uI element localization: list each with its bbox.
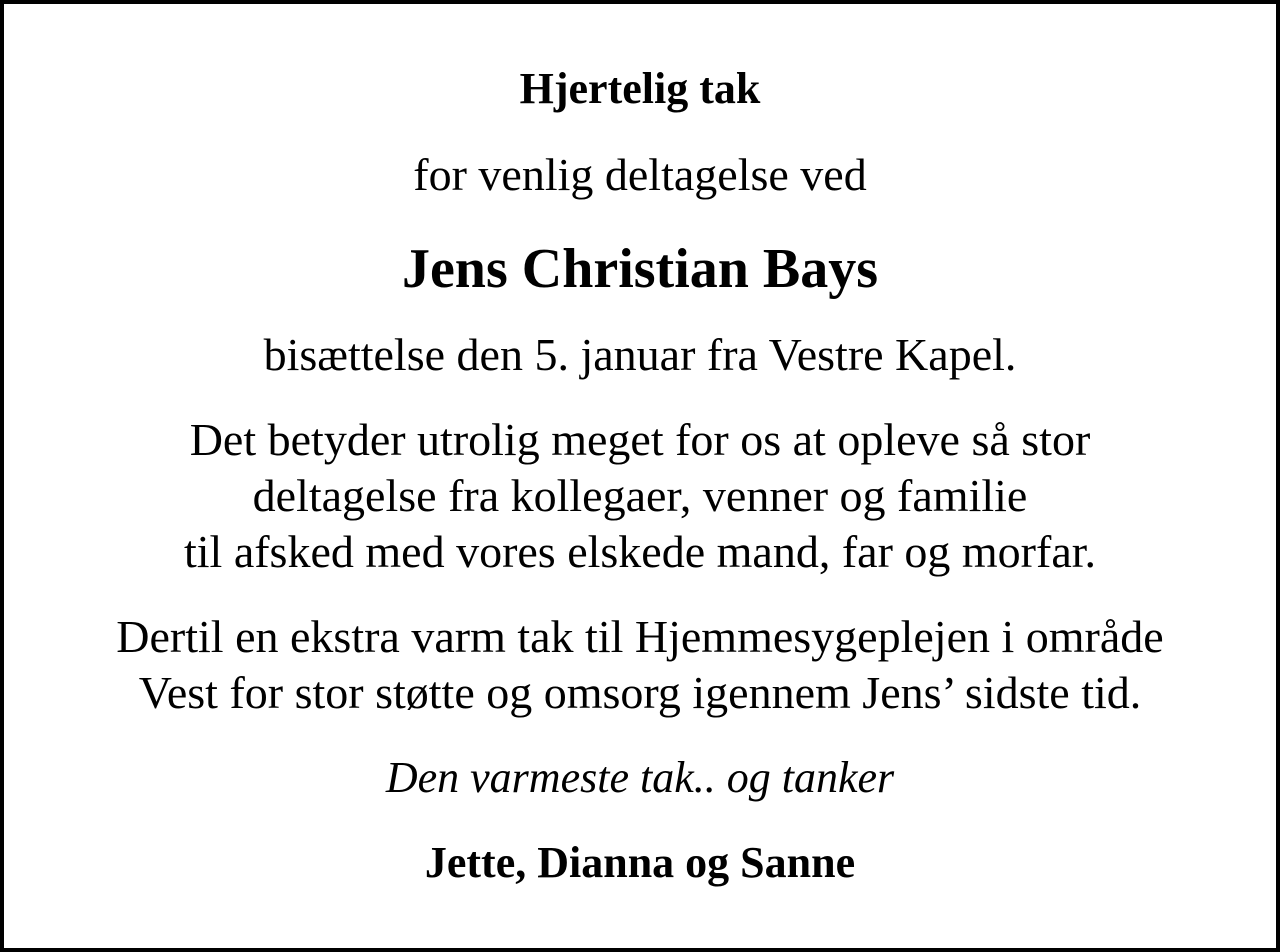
- funeral-info: bisættelse den 5. januar fra Vestre Kapel.: [263, 329, 1017, 380]
- deceased-name: Jens Christian Bays: [401, 238, 879, 300]
- heading: Hjertelig tak: [519, 64, 761, 113]
- closing-text: Den varmeste tak.. og tanker: [385, 753, 895, 802]
- extra-thanks-message: [4, 609, 1276, 721]
- thanks-message-line: deltagelse fra kollegaer, venner og familie: [252, 470, 1028, 521]
- extra-thanks-line: Dertil en ekstra varm tak til Hjemmesygeplejen i område: [116, 611, 1164, 662]
- thanks-message-line: til afsked med vores elskede mand, far og morfar.: [183, 526, 1097, 577]
- extra-thanks-line: Vest for stor støtte og omsorg igennem Jens’ sidste tid.: [138, 667, 1142, 718]
- intro-text: for venlig deltagelse ved: [413, 149, 867, 200]
- thanks-message-line: Det betyder utrolig meget for os at opleve så stor: [189, 414, 1091, 465]
- thanks-message: [4, 412, 1276, 580]
- signature: Jette, Dianna og Sanne: [424, 838, 856, 887]
